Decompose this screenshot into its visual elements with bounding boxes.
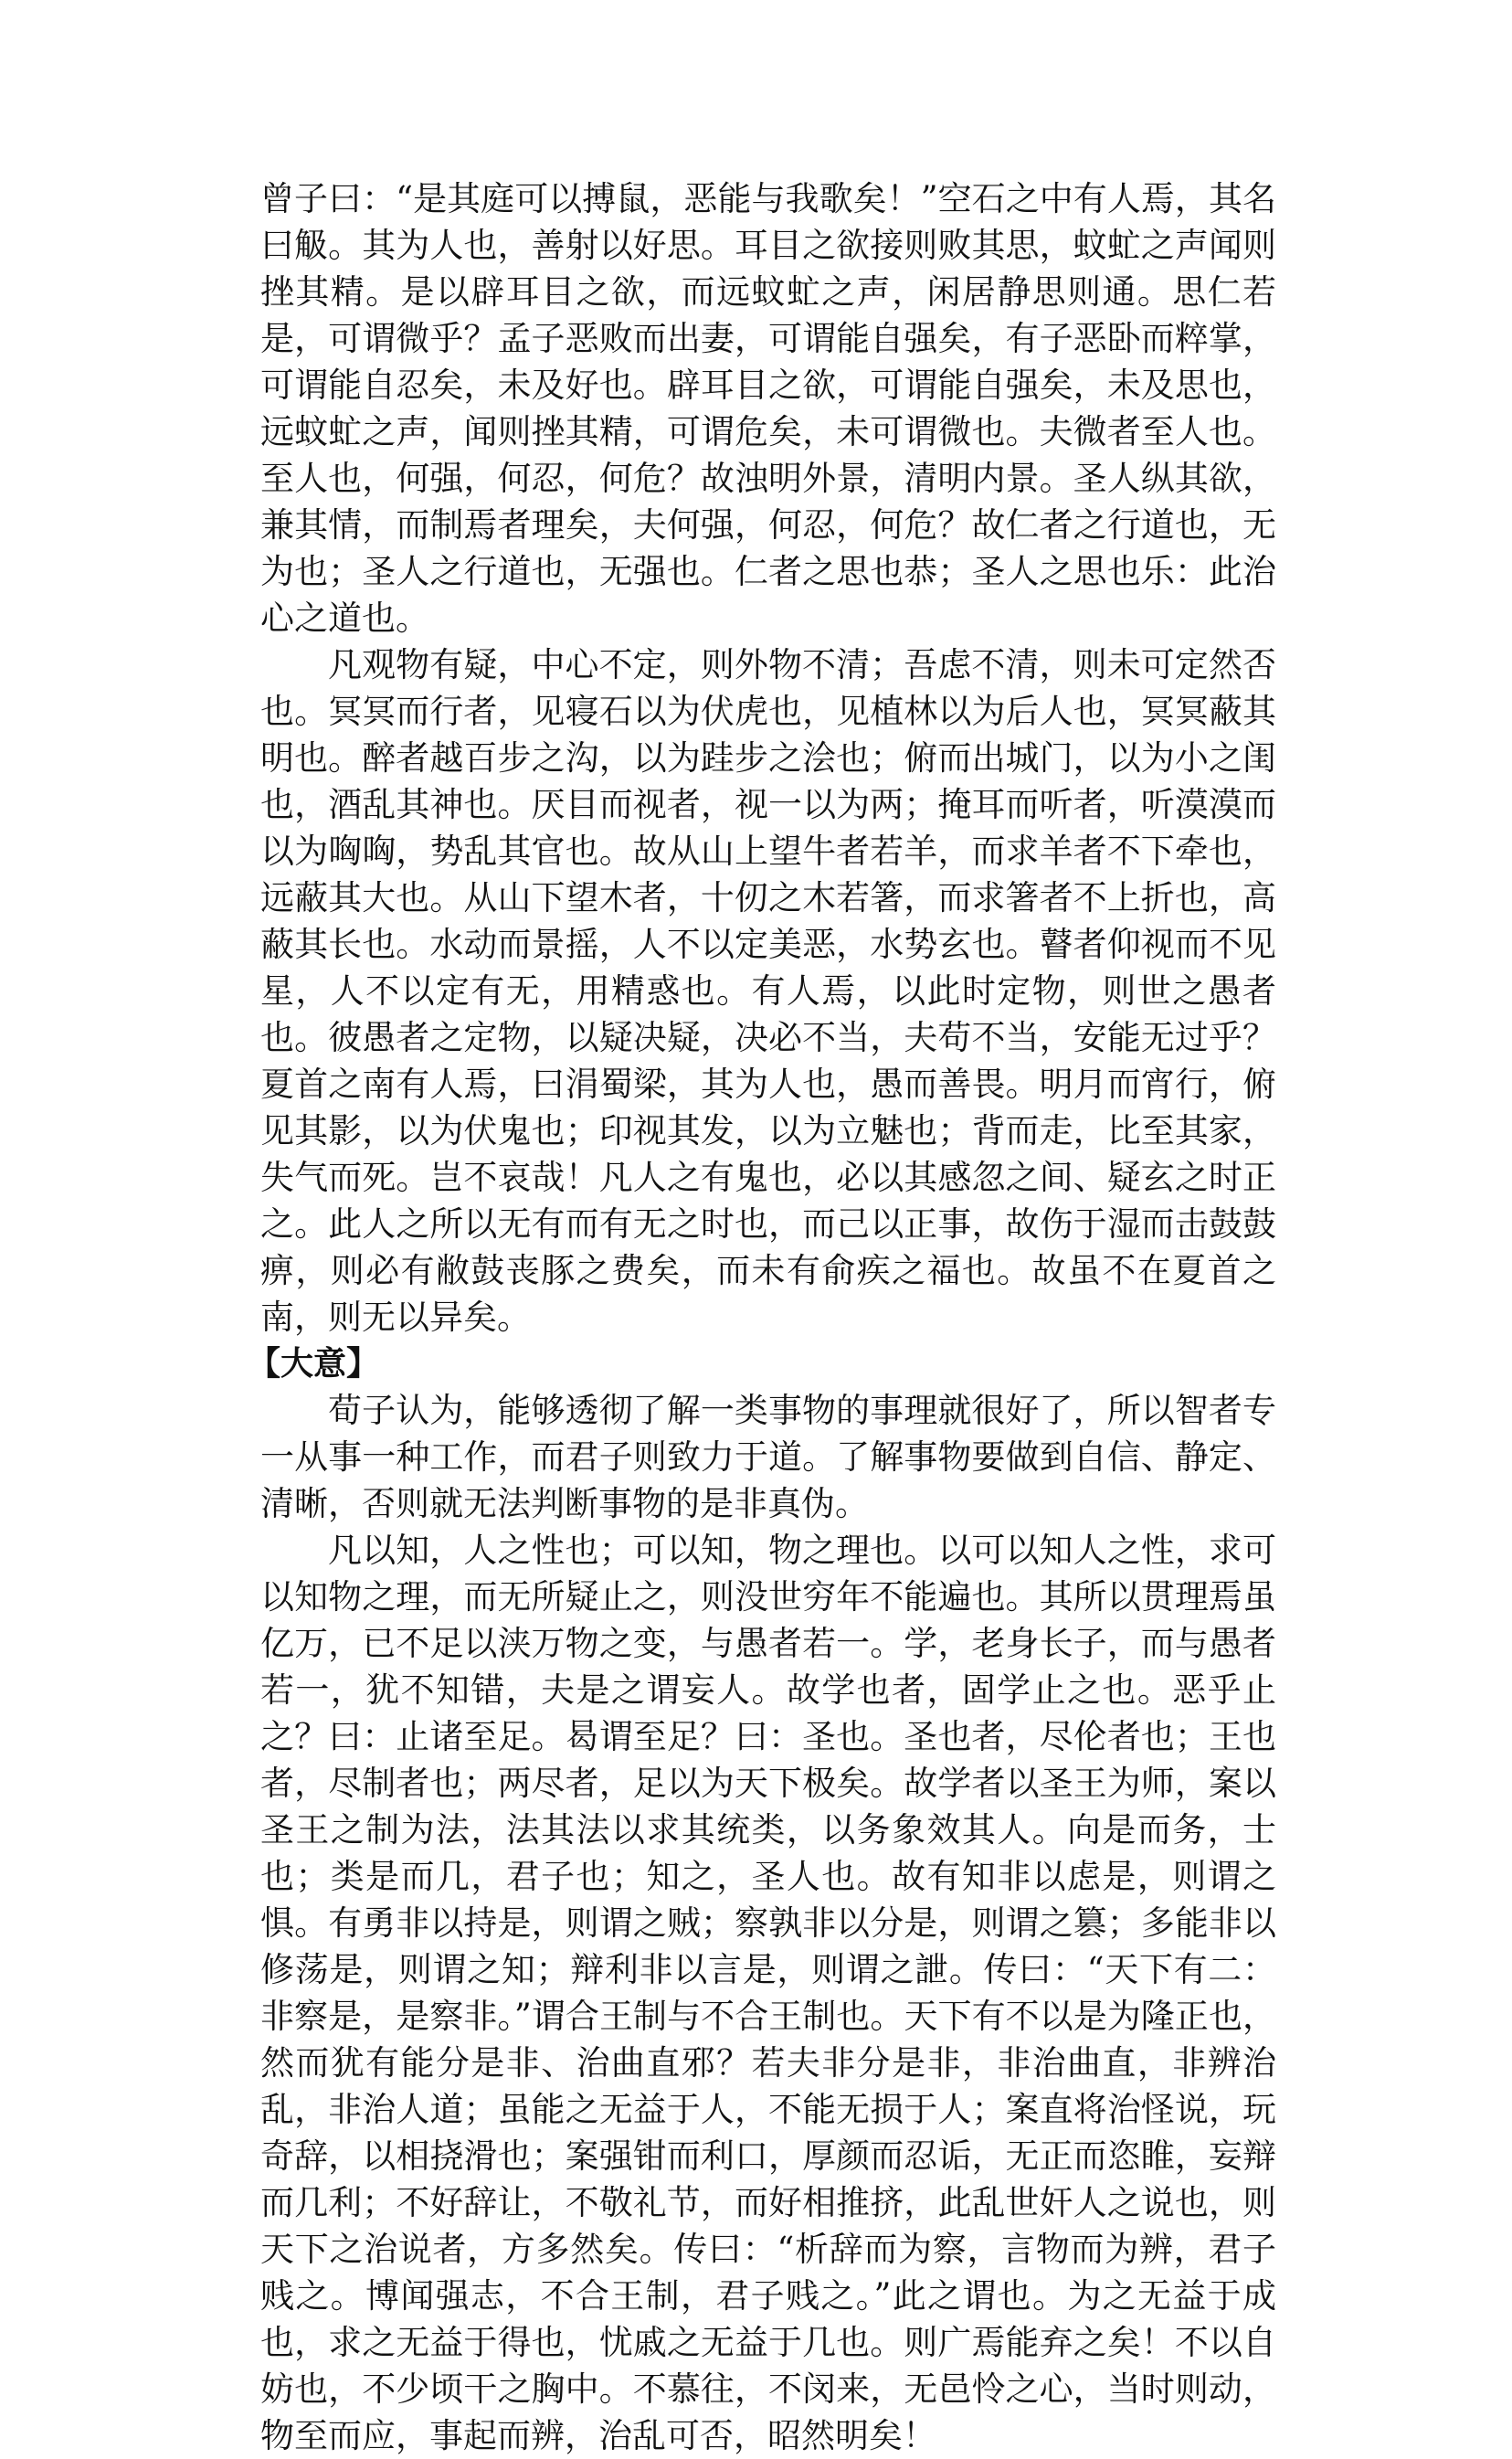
- section-heading: 【大意】: [248, 1345, 380, 1383]
- paragraph-4: 凡以知，人之性也；可以知，物之理也。以可以知人之性，求可以知物之理，而无所疑止之，则没世穷年不能遍也。其所以贯理焉虽亿万，已不足以浃万物之变，与愚者若一。学，老身长子，而与愚者若一，犹不知错，夫是之谓妄人。故学也者，固学止之也。恶乎止之？曰：止诸至足。曷谓至足？曰：圣也。圣也者，尽伦者也；王也者，尽制者也；两尽者，足以为天下极矣。故学者以圣王为师，案以圣王之制为法，法其法以求其统类，以务象效其人。向是而务，士也；类是而几，君子也；知之，圣人也。故有知非以虑是，则谓之惧。有勇非以持是，则谓之贼；察孰非以分是，则谓之篡；多能非以修荡是，则谓之知；辩利非以言是，则谓之詍。传曰：“天下有二：非察是，是察非。”谓合王制与不合王制也。天下有不以是为隆正也，然而犹有能分是非、治曲直邪？若夫非分是非，非治曲直，非辨治乱，非治人道；虽能之无益于人，不能无损于人；案直将治怪说，玩奇辞，以相挠滑也；案强钳而利口，厚颜而忍诟，无正而恣睢，妄辩而几利；不好辞让，不敬礼节，而好相推挤，此乱世奸人之说也，则天下之治说者，方多然矣。传曰：“析辞而为察，言物而为辨，君子贱之。博闻强志，不合王制，君子贱之。”此之谓也。为之无益于成也，求之无益于得也，忧戚之无益于几也。则广焉能弃之矣！不以自妨也，不少顷干之胸中。不慕往，不闵来，无邑怜之心，当时则动，物至而应，事起而辨，治乱可否，昭然明矣！: [260, 1531, 1276, 2455]
- paragraph-1: 曾子曰：“是其庭可以搏鼠，恶能与我歌矣！”空石之中有人焉，其名曰觙。其为人也，善射以好思。耳目之欲接则败其思，蚊虻之声闻则挫其精。是以辟耳目之欲，而远蚊虻之声，闲居静思则通。思仁若是，可谓微乎？孟子恶败而出妻，可谓能自强矣，有子恶卧而粹掌，可谓能自忍矣，未及好也。辟耳目之欲，可谓能自强矣，未及思也，远蚊虻之声，闻则挫其精，可谓危矣，未可谓微也。夫微者至人也。至人也，何强，何忍，何危？故浊明外景，清明内景。圣人纵其欲，兼其情，而制焉者理矣，夫何强，何忍，何危？故仁者之行道也，无为也；圣人之行道也，无强也。仁者之思也恭；圣人之思也乐：此治心之道也。: [260, 179, 1276, 638]
- paragraph-3: 荀子认为，能够透彻了解一类事物的事理就很好了，所以智者专一从事一种工作，而君子则致力于道。了解事物要做到自信、静定、清晰，否则就无法判断事物的是非真伪。: [260, 1391, 1276, 1523]
- document-page: [248, 175, 1276, 2459]
- paragraph-2: 凡观物有疑，中心不定，则外物不清；吾虑不清，则未可定然否也。冥冥而行者，见寝石以为伏虎也，见植林以为后人也，冥冥蔽其明也。醉者越百步之沟，以为跬步之浍也；俯而出城门，以为小之闺也，酒乱其神也。厌目而视者，视一以为两；掩耳而听者，听漠漠而以为哅哅，势乱其官也。故从山上望牛者若羊，而求羊者不下牵也，远蔽其大也。从山下望木者，十仞之木若箸，而求箸者不上折也，高蔽其长也。水动而景摇，人不以定美恶，水势玄也。瞽者仰视而不见星，人不以定有无，用精惑也。有人焉，以此时定物，则世之愚者也。彼愚者之定物，以疑决疑，决必不当，夫苟不当，安能无过乎？夏首之南有人焉，曰涓蜀梁，其为人也，愚而善畏。明月而宵行，俯见其影，以为伏鬼也；印视其发，以为立魅也；背而走，比至其家，失气而死。岂不哀哉！凡人之有鬼也，必以其感忽之间、疑玄之时正之。此人之所以无有而有无之时也，而己以正事，故伤于湿而击鼓鼓痹，则必有敝鼓丧豚之费矣，而未有俞疾之福也。故虽不在夏首之南，则无以异矣。: [260, 645, 1276, 1337]
